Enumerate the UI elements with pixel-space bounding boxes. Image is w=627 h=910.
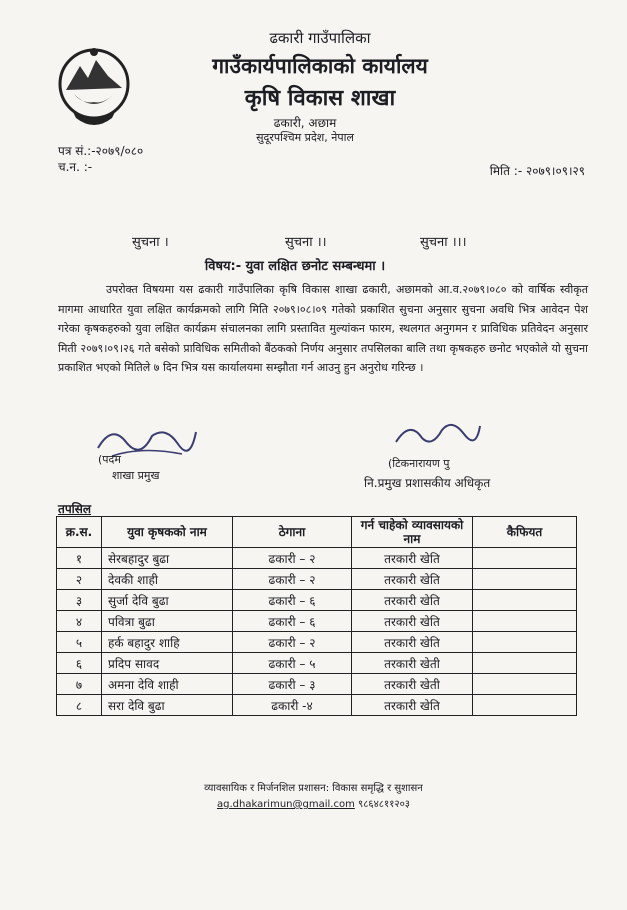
- left-signatory-name: (पदम: [98, 453, 121, 466]
- footer-contact: [0, 796, 627, 810]
- cell-remarks: [473, 695, 577, 716]
- cell-address: ढकारी – ६: [233, 611, 352, 632]
- cell-address: ढकारी – २: [233, 569, 352, 590]
- cell-remarks: [473, 632, 577, 653]
- cell-business: तरकारी खेति: [352, 695, 473, 716]
- cell-address: ढकारी – २: [233, 632, 352, 653]
- table-row: [57, 590, 577, 611]
- cell-business: तरकारी खेति: [352, 569, 473, 590]
- cell-remarks: [473, 674, 577, 695]
- municipality-name: ढकारी गाउँपालिका: [269, 29, 371, 47]
- cell-address: ढकारी – ३: [233, 674, 352, 695]
- cell-business: तरकारी खेति: [352, 632, 473, 653]
- table-row: [57, 653, 577, 674]
- cell-name: देवकी शाही: [102, 569, 233, 590]
- header-remarks: कैफियत: [473, 517, 577, 548]
- cell-serial: ८: [57, 695, 102, 716]
- dispatch-number: च.न. :-: [58, 160, 93, 174]
- cell-remarks: [473, 548, 577, 569]
- cell-business: तरकारी खेति: [352, 548, 473, 569]
- cell-name: सरा देवि बुढा: [102, 695, 233, 716]
- province-address: सुदूरपश्चिम प्रदेश, नेपाल: [256, 131, 354, 144]
- cell-name: सेरबहादुर बुढा: [102, 548, 233, 569]
- table-row: [57, 632, 577, 653]
- header-farmer-name: युवा कृषकको नाम: [102, 517, 233, 548]
- cell-serial: ४: [57, 611, 102, 632]
- cell-name: सुर्जा देवि बुढा: [102, 590, 233, 611]
- office-address: ढकारी, अछाम: [273, 116, 337, 130]
- right-signature-icon: [392, 416, 482, 452]
- cell-remarks: [473, 653, 577, 674]
- nepal-emblem-icon: [52, 44, 136, 136]
- notice-subject: विषय:- युवा लक्षित छनोट सम्बन्धमा ।: [204, 259, 386, 274]
- cell-name: हर्क बहादुर शाहि: [102, 632, 233, 653]
- header-serial: क्र.स.: [57, 517, 102, 548]
- notice-label-3: सुचना ।।।: [420, 235, 467, 250]
- table-caption: तपसिल: [58, 502, 92, 516]
- cell-name: अमना देवि शाही: [102, 674, 233, 695]
- letter-number: पत्र सं.:-२०७९/०८०: [58, 144, 144, 158]
- table-row: [57, 611, 577, 632]
- right-signatory-title: नि.प्रमुख प्रशासकीय अधिकृत: [364, 476, 491, 490]
- cell-name: पवित्रा बुढा: [102, 611, 233, 632]
- cell-serial: ३: [57, 590, 102, 611]
- right-signatory-name: (टिकनारायण पु: [388, 457, 450, 470]
- header-business: गर्न चाहेको व्यावसायको नाम: [352, 517, 473, 548]
- cell-remarks: [473, 611, 577, 632]
- cell-serial: २: [57, 569, 102, 590]
- table-row: [57, 548, 577, 569]
- table-row: [57, 569, 577, 590]
- cell-serial: ५: [57, 632, 102, 653]
- footer-phone: ९८६४८११२०३: [358, 799, 410, 810]
- notice-body: उपरोक्त विषयमा यस ढकारी गाउँपालिका कृषि विकास शाखा ढकारी, अछामको आ.व.२०७९।०८० को वार्षिक स्वीकृत मागमा आधारित युवा लक्षित कार्यक्रमको लागि मिति २०७९।०८।०९ गतेको प्रकाशित सुचना अनुसार सुचना अवधि भित्र आवेदन पेश गरेका कृषकहरुको युवा लक्षित कार्यक्रम संचालनका लागि प्रस्तावित मुल्यांकन फारम, स्थलगत अनुगमन र प्राविधिक प्रतिवेदन अनुसार मिती २०७९।०९।२६ गते बसेको प्राविधिक समितीको बैंठकको निर्णय अनुसार तपसिलका बालि तथा कृषकहरु छनोट भएकोले यो सुचना प्रकाशित भएको मितिले ७ दिन भित्र यस कार्यालयमा सम्झौता गर्न आउनु हुन अनुरोध गरिन्छ ।: [58, 283, 588, 374]
- notice-label-1: सुचना ।: [132, 235, 169, 250]
- cell-business: तरकारी खेति: [352, 611, 473, 632]
- cell-serial: ७: [57, 674, 102, 695]
- footer-email[interactable]: ag.dhakarimun@gmail.com: [216, 799, 355, 810]
- cell-business: तरकारी खेती: [352, 674, 473, 695]
- table-header-row: [57, 517, 577, 548]
- cell-address: ढकारी -४: [233, 695, 352, 716]
- cell-address: ढकारी – ६: [233, 590, 352, 611]
- cell-business: तरकारी खेती: [352, 653, 473, 674]
- office-name: गाउँकार्यपालिकाको कार्यालय: [212, 54, 428, 78]
- cell-remarks: [473, 590, 577, 611]
- cell-serial: ६: [57, 653, 102, 674]
- cell-name: प्रदिप सावद: [102, 653, 233, 674]
- header-address: ठेगाना: [233, 517, 352, 548]
- cell-serial: १: [57, 548, 102, 569]
- table-row: [57, 674, 577, 695]
- selected-farmers-table: [56, 516, 577, 716]
- cell-business: तरकारी खेति: [352, 590, 473, 611]
- left-signatory-title: शाखा प्रमुख: [112, 469, 160, 482]
- cell-address: ढकारी – २: [233, 548, 352, 569]
- section-name: कृषि विकास शाखा: [244, 86, 396, 111]
- footer-motto: व्यावसायिक र मिर्जनशिल प्रशासन: विकास समृद्धि र सुशासन: [204, 783, 423, 794]
- cell-address: ढकारी – ५: [233, 653, 352, 674]
- cell-remarks: [473, 569, 577, 590]
- notice-label-2: सुचना ।।: [285, 235, 327, 250]
- letter-date: मिति :- २०७९।०९।२९: [489, 164, 585, 178]
- table-row: [57, 695, 577, 716]
